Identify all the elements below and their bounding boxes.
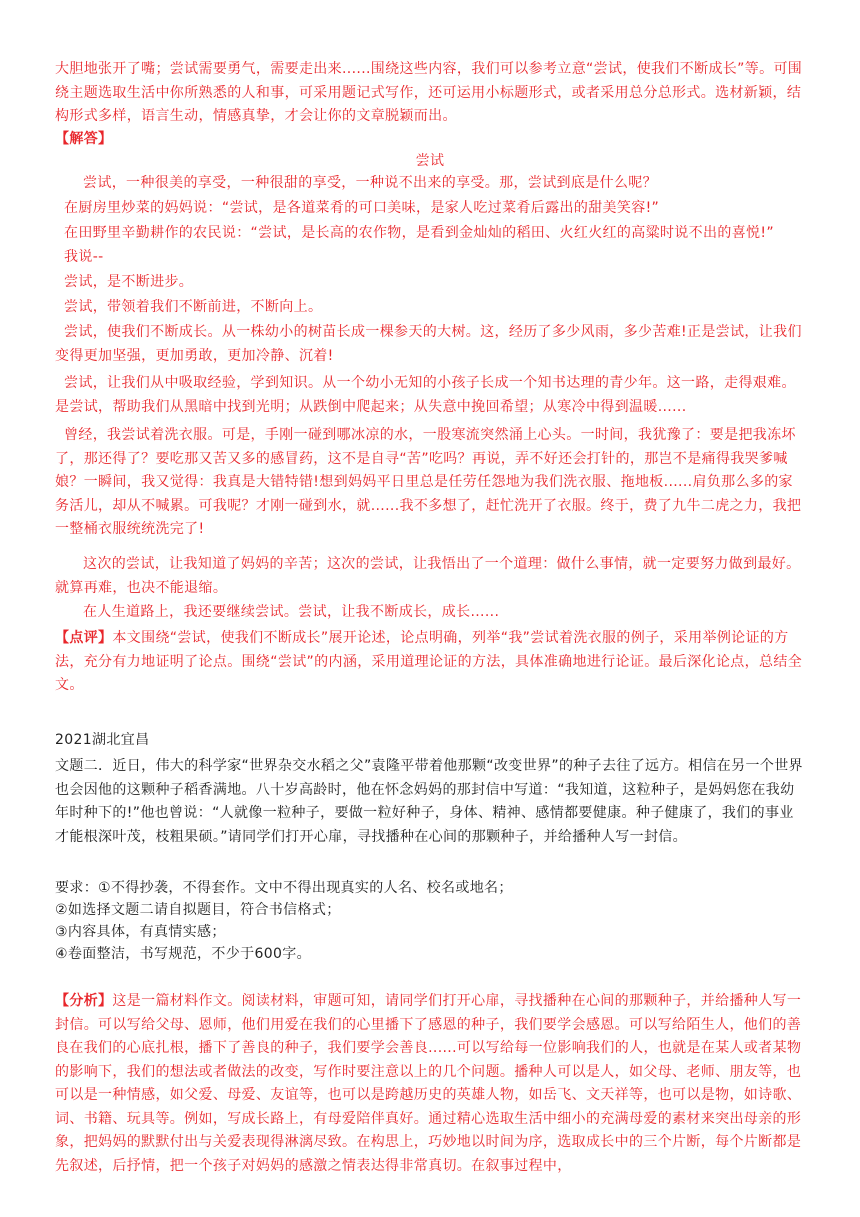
essay-paragraph: 曾经，我尝试着洗衣服。可是，手刚一碰到哪冰凉的水，一股寒流突然涌上心头。一时间，我犹豫了：要是把我冻坏了，那还得了？要吃那又苦又多的感冒药，这不是自寻“苦”吃吗？再说，弄不好还会打针的，那岂不是痛得我哭爹喊娘？一瞬间，我又觉得：我真是大错特错!想到妈妈平日里总是任劳任怨地为我们洗衣服、拖地板......肩负那么多的家务活儿，却从不喊累。可我呢？才刚一碰到水，就......我不多想了，赶忙洗开了衣服。终于，费了九牛二虎之力，我把一整桶衣服统统洗完了! <box>55 427 802 537</box>
essay-title: 尝试 <box>415 153 445 169</box>
analysis-label: 【分析】 <box>55 993 113 1009</box>
comment-paragraph <box>55 627 805 698</box>
requirement-item: 要求：①不得抄袭，不得套作。文中不得出现真实的人名、校名或地名； <box>55 880 513 896</box>
intro-paragraph: 大胆地张开了嘴；尝试需要勇气，需要走出来......围绕这些内容，我们可以参考立意“尝试，使我们不断成长”等。可围绕主题选取生活中你所熟悉的人和事，可采用题记式写作，还可运用小标题形式，或者采用总分总形式。选材新颖，结构形式多样，语言生动，情感真挚，才会让你的文章脱颖而出。 <box>55 61 803 124</box>
essay-paragraph: 尝试，让我们从中吸取经验，学到知识。从一个幼小无知的小孩子长成一个知书达理的青少年。这一路，走得艰难。是尝试，帮助我们从黑暗中找到光明；从跌倒中爬起来；从失意中挽回希望；从寒冷中得到温暖...... <box>55 375 796 415</box>
essay-paragraph: 尝试，带领着我们不断前进，不断向上。 <box>64 299 323 315</box>
comment-text: 本文围绕“尝试，使我们不断成长”展开论述，论点明确，列举“我”尝试着洗衣服的例子，采用举例论证的方法，充分有力地证明了论点。围绕“尝试”的内涵，采用道理论证的方法，具体准确地进行论证。最后深化论点，总结全文。 <box>55 630 803 693</box>
essay-paragraph: 这次的尝试，让我知道了妈妈的辛苦；这次的尝试，让我悟出了一个道理：做什么事情，就一定要努力做到最好。就算再难，也决不能退缩。 <box>55 556 801 596</box>
essay-paragraph: 我说-- <box>64 249 104 265</box>
essay-paragraph: 在人生道路上，我还要继续尝试。尝试，让我不断成长，成长...... <box>83 604 500 620</box>
question-prompt: 文题二．近日，伟大的科学家“世界杂交水稻之父”袁隆平带着他那颗“改变世界”的种子去往了远方。相信在另一个世界也会因他的这颗种子稻香满地。八十岁高龄时，他在怀念妈妈的那封信中写道：“我知道，这粒种子，是妈妈您在我幼年时种下的!”他也曾说：“人就像一粒种子，要做一粒好种子，身体、精神、感情都要健康。种子健康了，我们的事业才能根深叶茂，枝粗果硕。”请同学们打开心扉，寻找播种在心间的那颗种子，并给播种人写一封信。 <box>55 758 803 845</box>
requirement-item: ④卷面整洁，书写规范，不少于600字。 <box>55 946 311 962</box>
requirement-item: ②如选择文题二请自拟题目，符合书信格式； <box>55 902 341 918</box>
essay-paragraph: 尝试，使我们不断成长。从一株幼小的树苗长成一棵参天的大树。这，经历了多少风雨，多少苦难!正是尝试，让我们变得更加坚强，更加勇敢，更加冷静、沉着! <box>55 324 802 364</box>
analysis-text: 这是一篇材料作文。阅读材料，审题可知，请同学们打开心扉，寻找播种在心间的那颗种子，并给播种人写一封信。可以写给父母、恩师，他们用爱在我们的心里播下了感恩的种子，我们要学会感恩。可以写给陌生人，他们的善良在我们的心底扎根，播下了善良的种子，我们要学会善良......可以写给每一位影响我们的人，也就是在某人或者某物的影响下，我们的想法或者做法的改变，写作时要注意以上的几个问题。播种人可以是人，如父母、老师、朋友等，也可以是一种情感，如父爱、母爱、友谊等，也可以是跨越历史的英雄人物，如岳飞、文天祥等，也可以是物，如诗歌、词、书籍、玩具等。例如，写成长路上，有母爱陪伴真好。通过精心选取生活中细小的充满母爱的素材来突出母亲的形象，把妈妈的默默付出与关爱表现得淋漓尽致。在构思上，巧妙地以时间为序，选取成长中的三个片断，每个片断都是先叙述，后抒情，把一个孩子对妈妈的感激之情表达得非常真切。在叙事过程中， <box>55 993 802 1174</box>
essay-paragraph: 在田野里辛勤耕作的农民说：“尝试，是长高的农作物，是看到金灿灿的稻田、火红火红的高粱时说不出的喜悦!” <box>64 225 774 241</box>
essay-paragraph: 尝试，是不断进步。 <box>64 274 194 290</box>
question-heading: 2021湖北宜昌 <box>55 732 150 748</box>
essay-paragraph: 在厨房里炒菜的妈妈说：“尝试，是各道菜肴的可口美味，是家人吃过菜肴后露出的甜美笑容!” <box>64 200 660 216</box>
essay-paragraph: 尝试，一种很美的享受，一种很甜的享受，一种说不出来的享受。那，尝试到底是什么呢？ <box>83 175 657 191</box>
answer-label: 【解答】 <box>55 131 113 147</box>
requirement-item: ③内容具体，有真情实感； <box>55 924 226 940</box>
analysis-paragraph <box>55 990 805 1178</box>
comment-label: 【点评】 <box>55 630 113 646</box>
